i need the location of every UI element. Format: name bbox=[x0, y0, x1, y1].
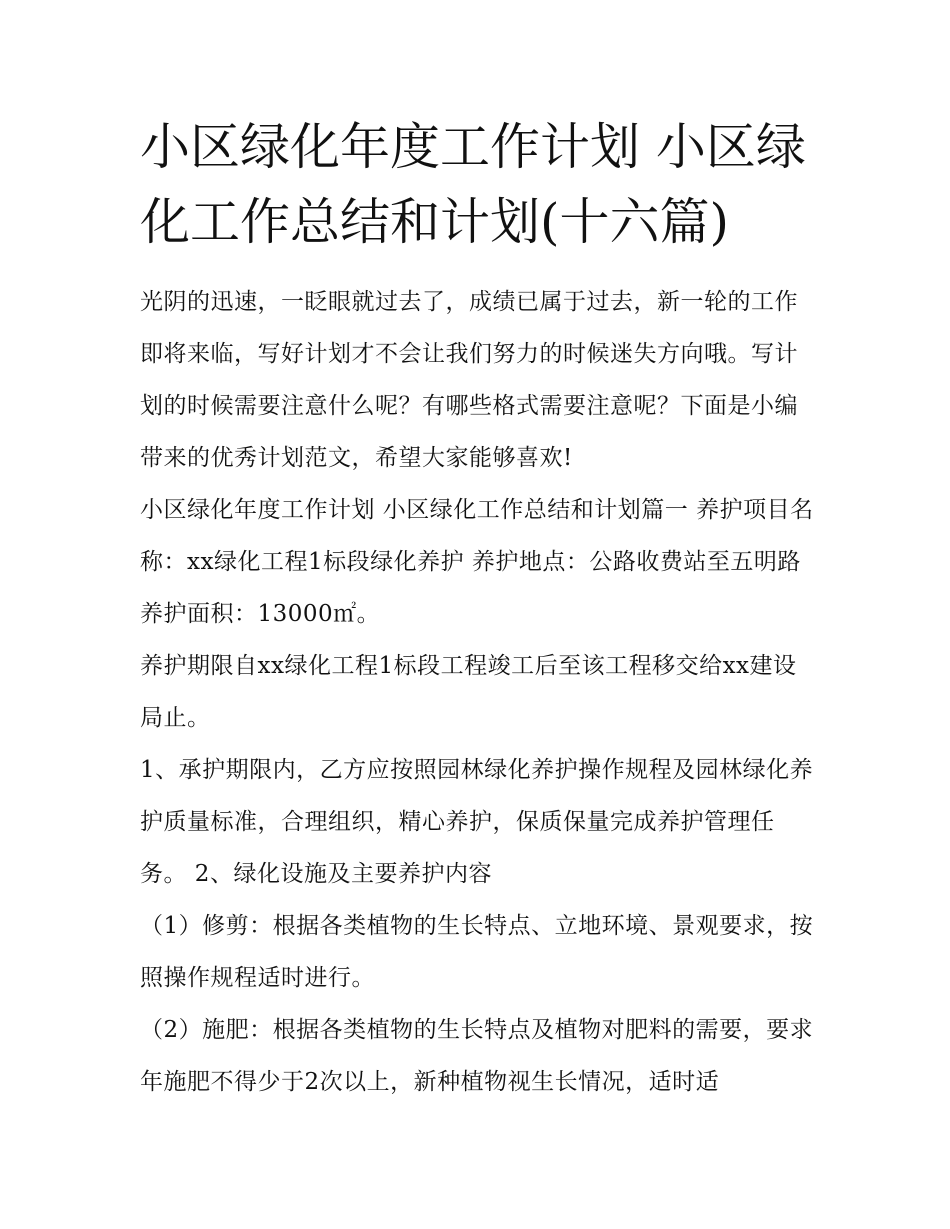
paragraph-project-info: 小区绿化年度工作计划 小区绿化工作总结和计划篇一 养护项目名称：xx绿化工程1标段绿化养护 养护地点：公路收费站至五明路 养护面积：13000㎡。 bbox=[140, 497, 814, 627]
document-body bbox=[140, 276, 820, 1108]
paragraph-item-1: 1、承护期限内，乙方应按照园林绿化养护操作规程及园林绿化养护质量标准，合理组织，精心养护，保质保量完成养护管理任务。 2、绿化设施及主要养护内容 bbox=[140, 757, 814, 887]
document-title: 小区绿化年度工作计划 小区绿化工作总结和计划(十六篇) bbox=[140, 118, 806, 251]
paragraph-pruning: （1）修剪：根据各类植物的生长特点、立地环境、景观要求，按照操作规程适时进行。 bbox=[140, 913, 814, 991]
paragraph-intro: 光阴的迅速，一眨眼就过去了，成绩已属于过去，新一轮的工作即将来临，写好计划才不会让我们努力的时候迷失方向哦。写计划的时候需要注意什么呢？有哪些格式需要注意呢？下面是小编带来的优秀计划范文，希望大家能够喜欢! bbox=[140, 289, 798, 471]
paragraph-fertilizing: （2）施肥：根据各类植物的生长特点及植物对肥料的需要，要求年施肥不得少于2次以上，新种植物视生长情况，适时适 bbox=[140, 1017, 814, 1095]
document-page bbox=[140, 110, 820, 1108]
paragraph-maintenance-period: 养护期限自xx绿化工程1标段工程竣工后至该工程移交给xx建设局止。 bbox=[140, 653, 797, 731]
